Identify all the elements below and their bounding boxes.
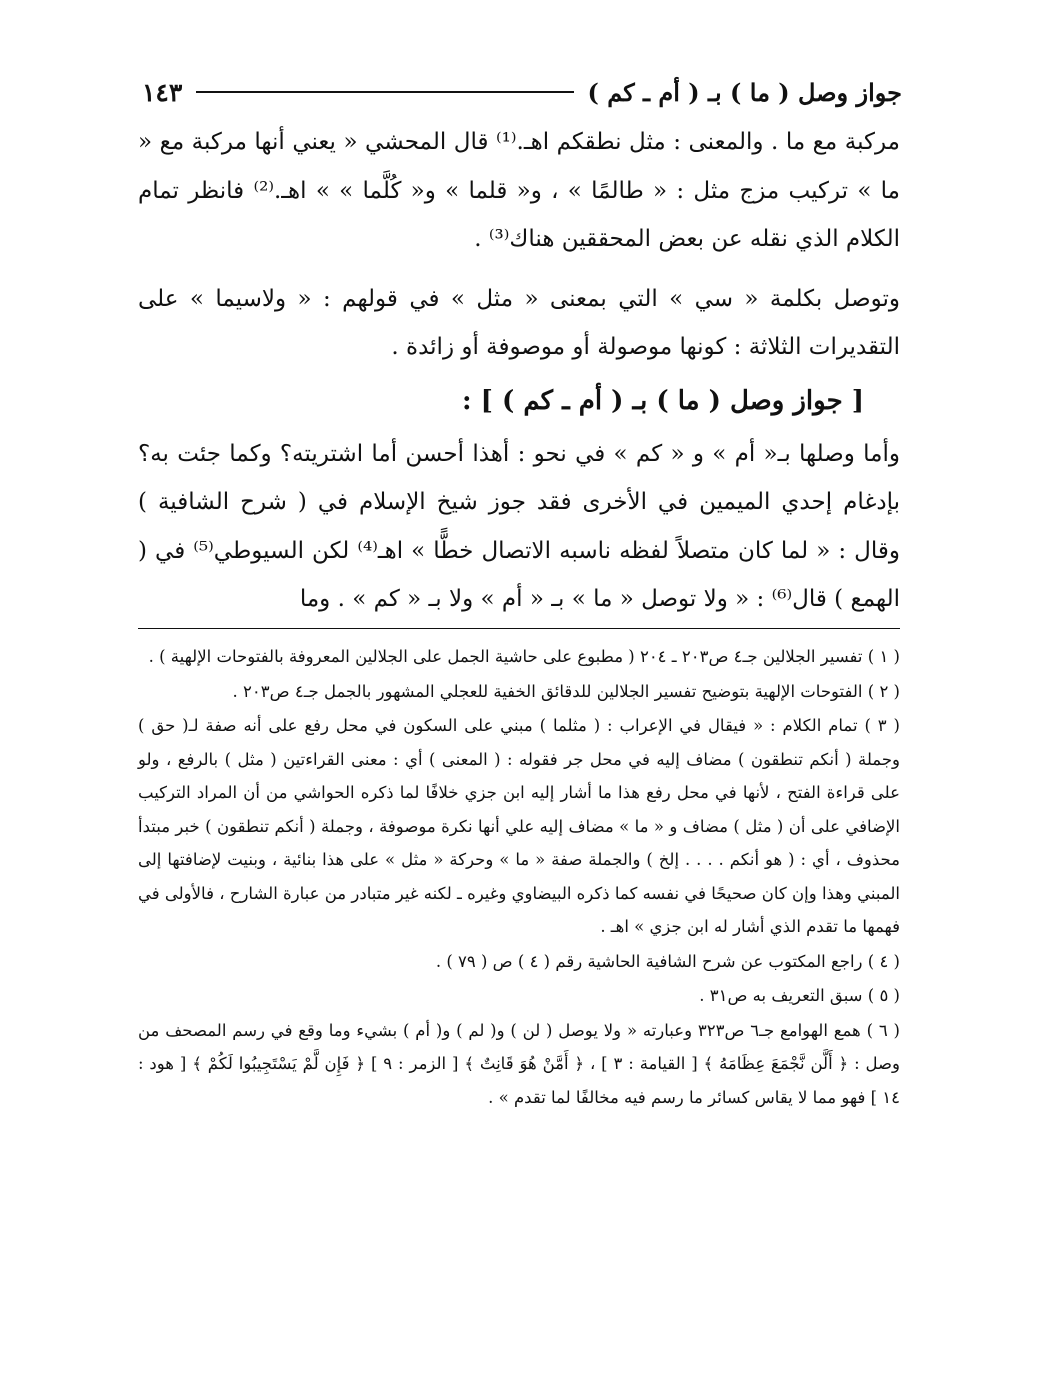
footnote-5: [138, 979, 900, 1013]
footnote-3: [138, 709, 900, 944]
section-heading: [ جواز وصل ( ما ) بـ ( أم ـ كم ) ] :: [461, 385, 864, 416]
footnote-2: [138, 675, 900, 709]
footnote-6: [138, 1014, 900, 1115]
footnote-divider: [138, 628, 900, 629]
footnote-number: ( ٥ ): [867, 986, 900, 1005]
footnote-number: ( ١ ): [867, 647, 900, 666]
footnote-number: ( ٢ ): [867, 681, 900, 701]
main-text: [138, 118, 900, 624]
footnote-1: [138, 640, 900, 674]
footnotes: [138, 640, 900, 1114]
footnote-text: تمام الكلام : « فيقال في الإعراب : ( مثلما ) مبني على السكون في محل رفع على أنه صفة لـ( حق ) وجملة ( أنكم تنطقون ) مضاف إليه في محل جر فقوله : ( المعنى ) أي : معنى القراءتين ( مثل ) بالرفع ، ولو على قراءة الفتح ، لأنها في محل رفع هذا ما أشار إليه ابن جزي خلافًا لما ذكره الحواشي من أن المراد التركيب الإضافي على أن ( مثل ) مضاف و « ما » مضاف إليه علي أنها نكرة موصوفة ، وجملة ( أنكم تنطقون ) خبر مبتدأ محذوف ، أي : ( هو أنكم . . . . إلخ ) والجملة صفة « ما » وحركة « مثل » على هذا بنائية ، وبنيت لإضافتها إلى المبني وهذا وإن كان صحيحًا في نفسه كما ذكره البيضاوي وغيره ـ لكنه غير متبادر من عبارة الشارح ، فالأولى في فهمها ما تقدم الذي أشار له ابن جزي » اهـ .: [138, 716, 900, 936]
footnote-text: همع الهوامع جـ٦ ص٣٢٣ وعبارته « ولا يوصل ( لن ) و( لم ) و( أم ) بشيء وما وقع في رسم المصحف من وصل : ﴿ أَلَّن نَّجْمَعَ عِظَامَهُ ﴾ [ القيامة : ٣ ] ، ﴿ أَمَّنْ هُوَ قَانِتٌ ﴾ [ الزمر : ٩ ] ﴿ فَإِن لَّمْ يَسْتَجِيبُوا لَكُمْ ﴾ [ هود : ١٤ ] فهو مما لا يقاس كسائر ما رسم فيه مخالفًا لما تقدم » .: [138, 1020, 900, 1107]
paragraph-3: وأما وصلها بـ« أم » و « كم » في نحو : أهذا أحسن أما اشتريته؟ وكما جئت به؟ بإدغام إحدي الميمين في الأخرى فقد جوز شيخ الإسلام في ( شرح الشافية ) وقال : « لما كان متصلاً لفظه ناسبه الاتصال خطًّا » اهـ⁽⁴⁾ لكن السيوطي⁽⁵⁾ في ( الهمع ) قال⁽⁶⁾ : « ولا توصل « ما » بـ « أم » ولا بـ « كم » . وما: [138, 440, 900, 612]
footnote-text: الفتوحات الإلهية بتوضيح تفسير الجلالين للدقائق الخفية للعجلي المشهور بالجمل جـ٤ ص٢٠٣ .: [232, 681, 863, 701]
running-title: جواز وصل ( ما ) بـ ( أم ـ كم ): [587, 77, 902, 107]
page-number: ١٤٣: [142, 77, 183, 107]
paragraph-2: وتوصل بكلمة « سي » التي بمعنى « مثل » في قولهم : « ولاسيما » على التقديرات الثلاثة : كونها موصولة أو موصوفة أو زائدة .: [138, 285, 900, 360]
footnote-text: سبق التعريف به ص٣١ .: [699, 986, 863, 1005]
footnote-number: ( ٣ ): [864, 716, 900, 735]
paragraph-1: مركبة مع ما . والمعنى : مثل نطقكم اهـ.⁽¹⁾ قال المحشي « يعني أنها مركبة مع « ما » تركيب مزج مثل : « طالمًا » ، و« قلما » و« كُلَّما » » اهـ.⁽²⁾ فانظر تمام الكلام الذي نقله عن بعض المحققين هناك⁽³⁾ .: [138, 129, 900, 252]
footnote-number: ( ٤ ): [867, 951, 900, 971]
footnote-text: تفسير الجلالين جـ٤ ص٢٠٣ ـ ٢٠٤ ( مطبوع على حاشية الجمل على الجلالين المعروفة بالفتوحات الإلهية ) .: [148, 647, 863, 666]
page-header: [142, 72, 902, 112]
header-rule: [196, 91, 573, 93]
footnote-number: ( ٦ ): [866, 1020, 900, 1040]
footnote-4: [138, 945, 900, 979]
footnote-text: راجع المكتوب عن شرح الشافية الحاشية رقم ( ٤ ) ص ( ٧٩ ) .: [435, 951, 863, 971]
